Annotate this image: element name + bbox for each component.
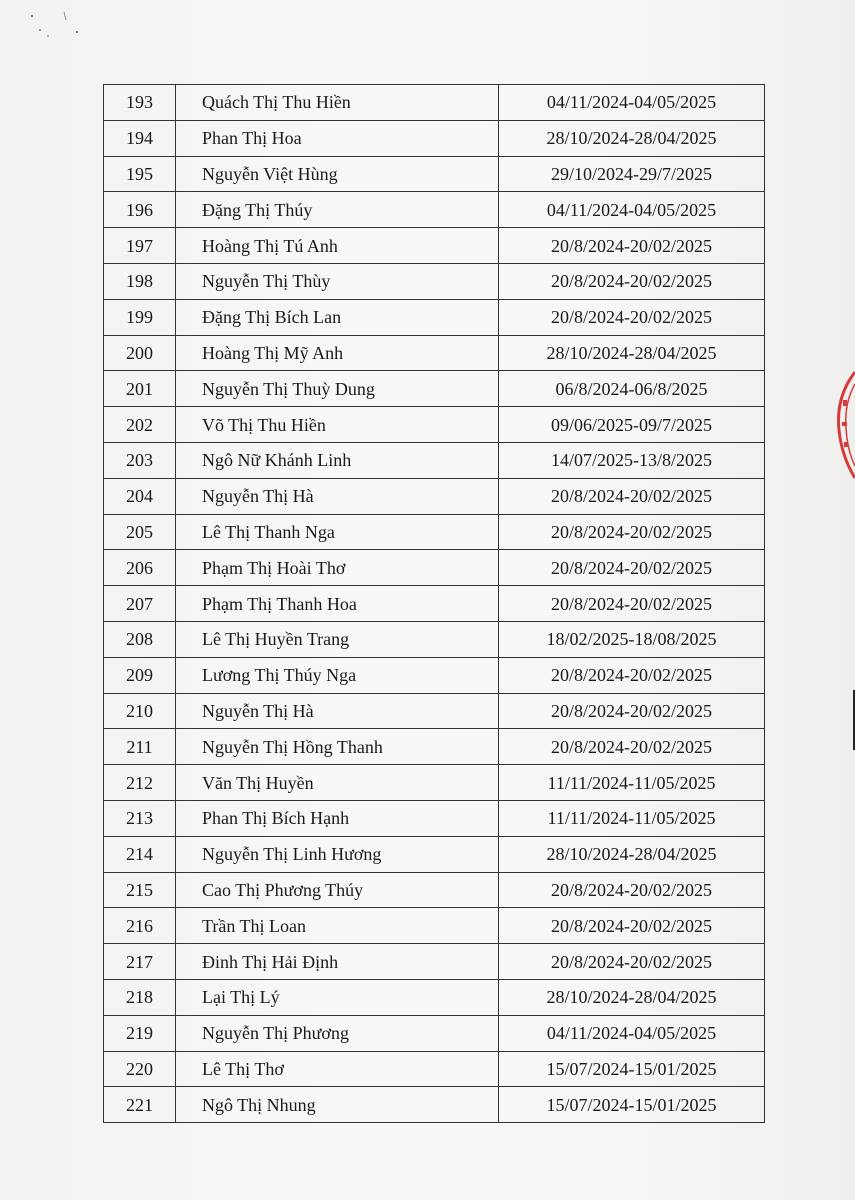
date-range-cell: 14/07/2025-13/8/2025 bbox=[499, 442, 765, 478]
date-range-cell: 15/07/2024-15/01/2025 bbox=[499, 1051, 765, 1087]
row-number-cell: 203 bbox=[104, 442, 176, 478]
row-number-cell: 217 bbox=[104, 944, 176, 980]
person-name-cell: Nguyễn Thị Hồng Thanh bbox=[176, 729, 499, 765]
table-row bbox=[104, 550, 765, 586]
staff-list-table bbox=[103, 84, 765, 1123]
date-range-cell: 04/11/2024-04/05/2025 bbox=[499, 1015, 765, 1051]
row-number-cell: 198 bbox=[104, 263, 176, 299]
table-row bbox=[104, 979, 765, 1015]
person-name-cell: Lê Thị Thanh Nga bbox=[176, 514, 499, 550]
person-name-cell: Nguyễn Thị Hà bbox=[176, 693, 499, 729]
date-range-cell: 29/10/2024-29/7/2025 bbox=[499, 156, 765, 192]
row-number-cell: 193 bbox=[104, 85, 176, 121]
person-name-cell: Nguyễn Việt Hùng bbox=[176, 156, 499, 192]
date-range-cell: 20/8/2024-20/02/2025 bbox=[499, 944, 765, 980]
person-name-cell: Phan Thị Hoa bbox=[176, 120, 499, 156]
row-number-cell: 209 bbox=[104, 657, 176, 693]
row-number-cell: 206 bbox=[104, 550, 176, 586]
date-range-cell: 28/10/2024-28/04/2025 bbox=[499, 120, 765, 156]
row-number-cell: 201 bbox=[104, 371, 176, 407]
row-number-cell: 204 bbox=[104, 478, 176, 514]
row-number-cell: 208 bbox=[104, 621, 176, 657]
row-number-cell: 210 bbox=[104, 693, 176, 729]
table-row bbox=[104, 478, 765, 514]
person-name-cell: Phạm Thị Thanh Hoa bbox=[176, 586, 499, 622]
date-range-cell: 09/06/2025-09/7/2025 bbox=[499, 407, 765, 443]
person-name-cell: Đinh Thị Hải Định bbox=[176, 944, 499, 980]
date-range-cell: 28/10/2024-28/04/2025 bbox=[499, 836, 765, 872]
table-row bbox=[104, 1051, 765, 1087]
date-range-cell: 28/10/2024-28/04/2025 bbox=[499, 335, 765, 371]
table-row bbox=[104, 944, 765, 980]
row-number-cell: 220 bbox=[104, 1051, 176, 1087]
table-row bbox=[104, 693, 765, 729]
date-range-cell: 15/07/2024-15/01/2025 bbox=[499, 1087, 765, 1123]
row-number-cell: 218 bbox=[104, 979, 176, 1015]
row-number-cell: 212 bbox=[104, 765, 176, 801]
row-number-cell: 207 bbox=[104, 586, 176, 622]
person-name-cell: Võ Thị Thu Hiền bbox=[176, 407, 499, 443]
table-row bbox=[104, 371, 765, 407]
row-number-cell: 214 bbox=[104, 836, 176, 872]
person-name-cell: Văn Thị Huyền bbox=[176, 765, 499, 801]
person-name-cell: Trần Thị Loan bbox=[176, 908, 499, 944]
scan-specks-icon bbox=[28, 8, 88, 48]
row-number-cell: 205 bbox=[104, 514, 176, 550]
person-name-cell: Hoàng Thị Mỹ Anh bbox=[176, 335, 499, 371]
table-row bbox=[104, 729, 765, 765]
row-number-cell: 213 bbox=[104, 800, 176, 836]
row-number-cell: 219 bbox=[104, 1015, 176, 1051]
table-row bbox=[104, 263, 765, 299]
date-range-cell: 20/8/2024-20/02/2025 bbox=[499, 299, 765, 335]
row-number-cell: 221 bbox=[104, 1087, 176, 1123]
date-range-cell: 11/11/2024-11/05/2025 bbox=[499, 800, 765, 836]
date-range-cell: 04/11/2024-04/05/2025 bbox=[499, 85, 765, 121]
table-row bbox=[104, 228, 765, 264]
date-range-cell: 20/8/2024-20/02/2025 bbox=[499, 514, 765, 550]
table-row bbox=[104, 442, 765, 478]
stamp-fragment-icon bbox=[833, 370, 855, 480]
row-number-cell: 194 bbox=[104, 120, 176, 156]
table-row bbox=[104, 1015, 765, 1051]
person-name-cell: Đặng Thị Thúy bbox=[176, 192, 499, 228]
table-row bbox=[104, 192, 765, 228]
date-range-cell: 20/8/2024-20/02/2025 bbox=[499, 657, 765, 693]
row-number-cell: 200 bbox=[104, 335, 176, 371]
date-range-cell: 20/8/2024-20/02/2025 bbox=[499, 263, 765, 299]
person-name-cell: Nguyễn Thị Thuỳ Dung bbox=[176, 371, 499, 407]
table-row bbox=[104, 836, 765, 872]
table-row bbox=[104, 299, 765, 335]
date-range-cell: 20/8/2024-20/02/2025 bbox=[499, 693, 765, 729]
table-row bbox=[104, 872, 765, 908]
date-range-cell: 04/11/2024-04/05/2025 bbox=[499, 192, 765, 228]
date-range-cell: 20/8/2024-20/02/2025 bbox=[499, 586, 765, 622]
person-name-cell: Nguyễn Thị Linh Hương bbox=[176, 836, 499, 872]
table-row bbox=[104, 657, 765, 693]
date-range-cell: 20/8/2024-20/02/2025 bbox=[499, 228, 765, 264]
table-row bbox=[104, 800, 765, 836]
person-name-cell: Lương Thị Thúy Nga bbox=[176, 657, 499, 693]
row-number-cell: 197 bbox=[104, 228, 176, 264]
row-number-cell: 202 bbox=[104, 407, 176, 443]
person-name-cell: Phan Thị Bích Hạnh bbox=[176, 800, 499, 836]
date-range-cell: 20/8/2024-20/02/2025 bbox=[499, 550, 765, 586]
table-body bbox=[104, 85, 765, 1123]
table-row bbox=[104, 514, 765, 550]
table-row bbox=[104, 908, 765, 944]
person-name-cell: Lê Thị Huyền Trang bbox=[176, 621, 499, 657]
row-number-cell: 195 bbox=[104, 156, 176, 192]
person-name-cell: Quách Thị Thu Hiền bbox=[176, 85, 499, 121]
table-row bbox=[104, 407, 765, 443]
person-name-cell: Hoàng Thị Tú Anh bbox=[176, 228, 499, 264]
table-row bbox=[104, 335, 765, 371]
table-row bbox=[104, 621, 765, 657]
table-row bbox=[104, 85, 765, 121]
date-range-cell: 18/02/2025-18/08/2025 bbox=[499, 621, 765, 657]
person-name-cell: Lê Thị Thơ bbox=[176, 1051, 499, 1087]
table-row bbox=[104, 120, 765, 156]
table-row bbox=[104, 586, 765, 622]
person-name-cell: Nguyễn Thị Phương bbox=[176, 1015, 499, 1051]
row-number-cell: 215 bbox=[104, 872, 176, 908]
person-name-cell: Ngô Nữ Khánh Linh bbox=[176, 442, 499, 478]
row-number-cell: 211 bbox=[104, 729, 176, 765]
person-name-cell: Cao Thị Phương Thúy bbox=[176, 872, 499, 908]
date-range-cell: 20/8/2024-20/02/2025 bbox=[499, 872, 765, 908]
person-name-cell: Nguyễn Thị Hà bbox=[176, 478, 499, 514]
row-number-cell: 199 bbox=[104, 299, 176, 335]
date-range-cell: 20/8/2024-20/02/2025 bbox=[499, 478, 765, 514]
table-row bbox=[104, 1087, 765, 1123]
date-range-cell: 06/8/2024-06/8/2025 bbox=[499, 371, 765, 407]
date-range-cell: 28/10/2024-28/04/2025 bbox=[499, 979, 765, 1015]
person-name-cell: Ngô Thị Nhung bbox=[176, 1087, 499, 1123]
person-name-cell: Lại Thị Lý bbox=[176, 979, 499, 1015]
date-range-cell: 20/8/2024-20/02/2025 bbox=[499, 908, 765, 944]
person-name-cell: Nguyễn Thị Thùy bbox=[176, 263, 499, 299]
person-name-cell: Đặng Thị Bích Lan bbox=[176, 299, 499, 335]
row-number-cell: 196 bbox=[104, 192, 176, 228]
date-range-cell: 11/11/2024-11/05/2025 bbox=[499, 765, 765, 801]
person-name-cell: Phạm Thị Hoài Thơ bbox=[176, 550, 499, 586]
table-row bbox=[104, 156, 765, 192]
date-range-cell: 20/8/2024-20/02/2025 bbox=[499, 729, 765, 765]
table-row bbox=[104, 765, 765, 801]
row-number-cell: 216 bbox=[104, 908, 176, 944]
